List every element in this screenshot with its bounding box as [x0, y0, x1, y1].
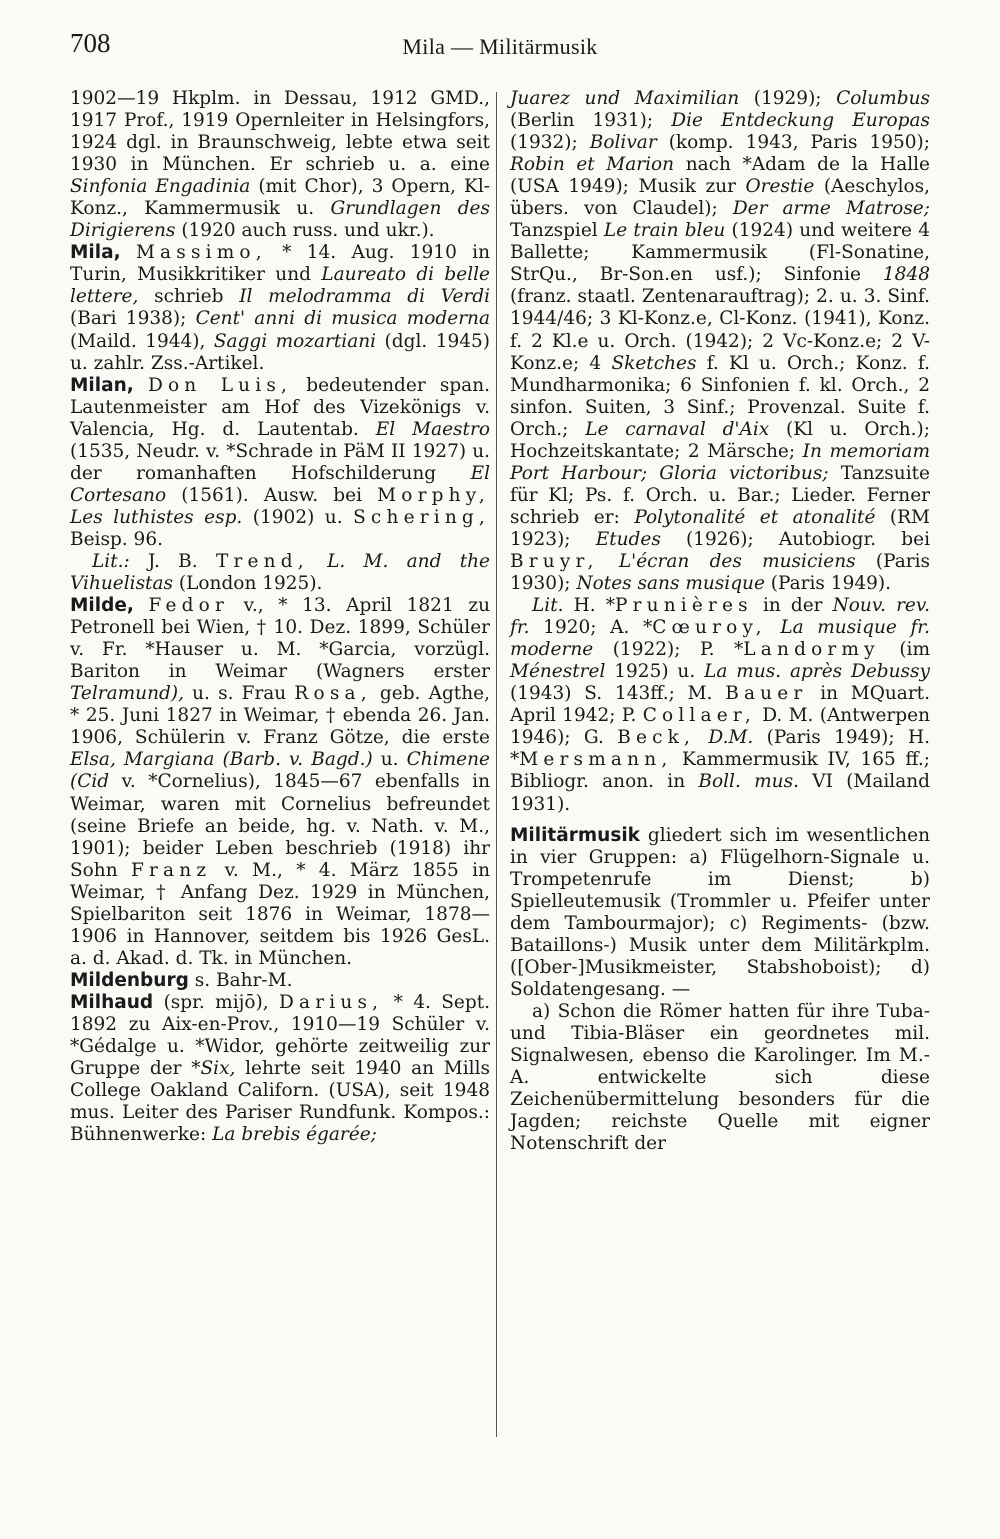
body-text: schrieb — [154, 286, 224, 308]
italic-text: Notes sans musique — [576, 573, 765, 595]
italic-text: Der arme Matrose; — [732, 198, 930, 220]
italic-text: La brebis égarée; — [212, 1124, 377, 1146]
page-header — [70, 28, 930, 68]
italic-text: *Six, — [191, 1058, 236, 1080]
italic-text: Le train bleu — [603, 220, 726, 242]
entry-militaermusik-section-a — [510, 1001, 930, 1155]
italic-text: Etudes — [595, 528, 661, 550]
left-column — [70, 88, 490, 1146]
entry-militaermusik — [510, 825, 930, 1001]
spaced-name: Bauer — [725, 683, 808, 705]
body-text: (Aeschylos, übers. von Claudel); — [510, 176, 931, 220]
italic-text: Columbus — [836, 88, 930, 109]
italic-text: Elsa, Margiana (Barb. v. Bagd.) — [70, 749, 373, 771]
body-text: 1902—19 Hkplm. in Dessau, 1912 GMD., 1917 Prof., 1919 Opernleiter in Helsingfors, 1924 dgl. in Braunschweig, lebte etwa seit 1930 in München. Er schrieb u. a. eine — [70, 88, 490, 176]
italic-text: Saggi mozartiani — [213, 330, 377, 352]
italic-text: Lit.: — [92, 550, 130, 572]
body-text: lehrte seit 1940 an Mills College Oakland Californ. (USA), seit 1948 mus. Leiter des Pariser Rundfunk. Kompos.: Bühnenwerke: — [70, 1058, 490, 1146]
body-text: f. Kl u. Orch.; Konz. f. Mundharmonika; 6 Sinfonien f. kl. Orch., 2 sinfon. Suiten, 3 Sinf.; Provenzal. Suite f. Orch.; — [510, 352, 930, 440]
italic-text: L'écran des musiciens — [618, 550, 856, 572]
headword: Milhaud — [70, 991, 154, 1013]
body-text: u. — [380, 749, 399, 771]
entry-milhaud-continued — [510, 88, 930, 595]
italic-text: Lit. — [532, 595, 564, 617]
entry-milhaud-lit — [510, 595, 930, 815]
spaced-name: Mersmann, — [519, 749, 673, 771]
body-text: * 4. Sept. 1892 zu Aix-en-Prov., 1910—19 Schüler v. *Gédalge u. *Widor, gehörte zeitweilig zur Gruppe der — [70, 991, 491, 1080]
body-text: (Maild. 1944), — [70, 330, 206, 352]
spaced-name: Rosa, — [294, 683, 372, 705]
spaced-name: Schering, — [353, 506, 490, 528]
body-text: (1920 auch russ. und ukr.). — [181, 220, 435, 242]
body-text: (1535, Neudr. v. *Schrade in PäM II 1927) u. der romanhaften Hofschilderung — [70, 440, 490, 484]
body-text: geb. Agthe, * 25. Juni 1827 in Weimar, † ebenda 26. Jan. 1906, Schülerin v. Franz Götze, die erste — [70, 683, 490, 749]
italic-text: Bolivar — [589, 132, 657, 154]
headword: Mildenburg — [70, 969, 189, 991]
body-text: (1902) u. — [252, 506, 343, 528]
body-text: (komp. 1943, Paris 1950); — [668, 132, 930, 154]
italic-text: Orestie — [745, 176, 815, 198]
body-text: Tanzsuite für Kl; Ps. f. Orch. u. Bar.; Lieder. Ferner schrieb er: — [510, 462, 930, 528]
body-text: VI (Mailand 1931). — [510, 771, 930, 815]
spaced-name: Franz — [131, 859, 212, 881]
body-text: (1926); Autobiogr. bei — [685, 528, 930, 550]
italic-text: Die Entdeckung Europas — [671, 110, 930, 132]
entry-mila — [70, 242, 490, 374]
right-column — [510, 88, 930, 1155]
italic-text: Juarez und Maximilian — [510, 88, 740, 109]
body-text: (Bari 1938); — [70, 308, 187, 330]
headword: Milan, — [70, 374, 134, 396]
headword: Mila, — [70, 242, 121, 264]
page-number: 708 — [70, 28, 111, 58]
entry-continuation — [70, 88, 490, 242]
body-text: gliedert sich im wesentlichen in vier Gruppen: a) Flügelhorn-Signale u. Trompetenrufe im Dienst; b) Spielleutemusik (Trommler u. Pfeifer unter dem Tambourmajor); c) Regiments- (bzw. Bataillons-) Musik unter dem Militärkplm. ([Ober-]Musikmeister, Stabshoboist); d) Soldatengesang. — — [510, 824, 930, 1000]
body-text: (dgl. 1945) u. zahlr. Zss.-Artikel. — [70, 330, 490, 374]
italic-text: Laureato di belle lettere, — [70, 264, 490, 308]
body-text: (London 1925). — [178, 573, 323, 595]
body-text: bedeutender span. Lautenmeister am Hof des Vizekönigs v. Valencia, Hg. d. Lautentab. — [70, 374, 490, 440]
spaced-name: Darius, — [279, 991, 384, 1013]
spaced-name: Massimo, — [135, 242, 267, 264]
body-text: in der — [762, 595, 823, 617]
body-text: u. s. Frau — [192, 683, 287, 705]
italic-text: Telramund), — [70, 683, 184, 705]
body-text: (Kl u. Orch.); Hochzeitskantate; 2 Märsche; — [510, 418, 930, 462]
italic-text: Il melodramma di Verdi — [239, 286, 490, 308]
italic-text: El Cortesano — [70, 462, 490, 506]
italic-text: Ménestrel — [510, 661, 606, 683]
spaced-name: Prunières — [614, 595, 753, 617]
body-text: Beisp. 96. — [70, 528, 163, 550]
spaced-name: Bruyr, — [510, 550, 599, 572]
body-text: (RM 1923); — [510, 506, 930, 550]
body-text: v., * 13. April 1821 zu Petronell bei Wien, † 10. Dez. 1899, Schüler v. Fr. *Hauser u. M. *Garcia, vorzügl. Bariton in Weimar (Wagners erster — [70, 595, 490, 683]
italic-text: 1848 — [882, 264, 930, 286]
body-text: (1929); — [753, 88, 822, 109]
body-text: (1922); P. * — [612, 639, 744, 661]
body-text: (1924) und weitere 4 Ballette; Kammermusik (Fl-Sonatine, StrQu., Br-Son.en usf.); Sinfonie — [510, 220, 930, 286]
body-text: D. M. (Antwerpen 1946); G. — [510, 705, 930, 749]
headword: Militärmusik — [510, 824, 640, 846]
italic-text: Boll. mus. — [698, 771, 799, 793]
body-text: (franz. staatl. Zentenarauftrag); 2. u. 3. Sinf. 1944/46; 3 Kl-Konz.e, Cl-Konz. (1941), Konz. f. 2 Kl.e u. Orch. (1942); 2 Vc-Konz.e; 2 V-Konz.e; 4 — [510, 286, 930, 374]
body-text: (spr. mijō), — [163, 991, 269, 1013]
running-title: Mila — Militärmusik — [402, 34, 598, 59]
entry-milan — [70, 375, 490, 551]
body-text: Tanzspiel — [510, 220, 598, 242]
spaced-name: Morphy, — [377, 484, 490, 506]
body-text: nach *Adam de la Halle (USA 1949); Musik zur — [510, 154, 931, 198]
body-text: (1932); — [510, 132, 578, 154]
italic-text: Grundlagen des Dirigierens — [70, 198, 490, 242]
body-text: J. B. — [148, 550, 198, 572]
body-text: (Paris 1949); H. * — [510, 727, 930, 771]
italic-text: Sinfonia Engadinia — [70, 176, 251, 198]
body-text: (im — [899, 639, 930, 661]
body-text: * 14. Aug. 1910 in Turin, Musikkritiker und — [70, 242, 491, 286]
body-text: 1920; A. * — [543, 617, 653, 639]
italic-text: Nouv. rev. fr. — [510, 595, 930, 639]
italic-text: D.M. — [708, 727, 754, 749]
body-text: (1561). Ausw. bei — [181, 484, 362, 506]
column-divider — [496, 92, 497, 1437]
spaced-name: Fedor — [148, 595, 230, 617]
italic-text: Sketches — [611, 352, 697, 374]
spaced-name: Don Luis, — [147, 374, 293, 396]
body-text: a) Schon die Römer hatten für ihre Tuba- und Tibia-Bläser ein geordnetes mil. Signalwesen, ebenso die Karolinger. Im M.-A. entwickelte sich diese Zeichenübermittelung besonders für die Jagden; reichste Quelle mit eigner Notenschrift der — [510, 1000, 930, 1155]
spaced-name: Trend, — [215, 550, 309, 572]
body-text: (1943) S. 143ff.; M. — [510, 683, 713, 705]
body-text: s. Bahr-M. — [194, 969, 293, 991]
italic-text: Robin et Marion — [510, 154, 675, 176]
entry-milde — [70, 595, 490, 970]
italic-text: El Maestro — [375, 418, 490, 440]
spaced-name: Collaer, — [642, 705, 756, 727]
entry-milan-lit — [70, 551, 490, 595]
italic-text: Chimene (Cid — [70, 749, 490, 793]
italic-text: In memoriam Port Harbour; Gloria victoribus; — [510, 440, 930, 484]
italic-text: La mus. après Debussy — [704, 661, 930, 683]
italic-text: L. M. and the Vihuelistas — [70, 550, 490, 595]
entry-milhaud — [70, 992, 490, 1146]
italic-text: Cent' anni di musica moderna — [195, 308, 490, 330]
body-text: (Paris 1930); — [510, 550, 930, 595]
headword: Milde, — [70, 595, 134, 617]
body-text: Kammermusik IV, 165 ff.; Bibliogr. anon. in — [510, 749, 931, 793]
body-text: H. * — [573, 595, 615, 617]
body-text: v. M., * 4. März 1855 in Weimar, † Anfang Dez. 1929 in München, Spielbariton seit 1876 in Weimar, 1878—1906 in Hannover, seitdem bis 1926 GesL. a. d. Akad. d. Tk. in München. — [70, 859, 490, 969]
body-text: (Paris 1949). — [770, 573, 891, 595]
italic-text: Les luthistes esp. — [70, 506, 243, 528]
spaced-name: Landormy — [743, 639, 880, 661]
italic-text: La musique fr. moderne — [510, 617, 930, 661]
body-text: (mit Chor), 3 Opern, Kl-Konz., Kammermusik u. — [70, 176, 490, 220]
italic-text: Polytonalité et atonalité — [634, 506, 876, 528]
italic-text: Le carnaval d'Aix — [585, 418, 770, 440]
body-text: v. *Cornelius), 1845—67 ebenfalls in Weimar, waren mit Cornelius befreundet (seine Briefe an beide, hg. v. Nath. v. M., 1901); beider Leben beschrieb (1918) ihr Sohn — [70, 771, 490, 881]
body-text: (Berlin 1931); — [510, 110, 654, 132]
entry-mildenburg — [70, 970, 490, 992]
spaced-name: Beck, — [617, 727, 696, 749]
spaced-name: Cœuroy, — [652, 617, 767, 639]
body-text: 1925) u. — [614, 661, 696, 683]
body-text: in MQuart. April 1942; P. — [510, 683, 930, 727]
